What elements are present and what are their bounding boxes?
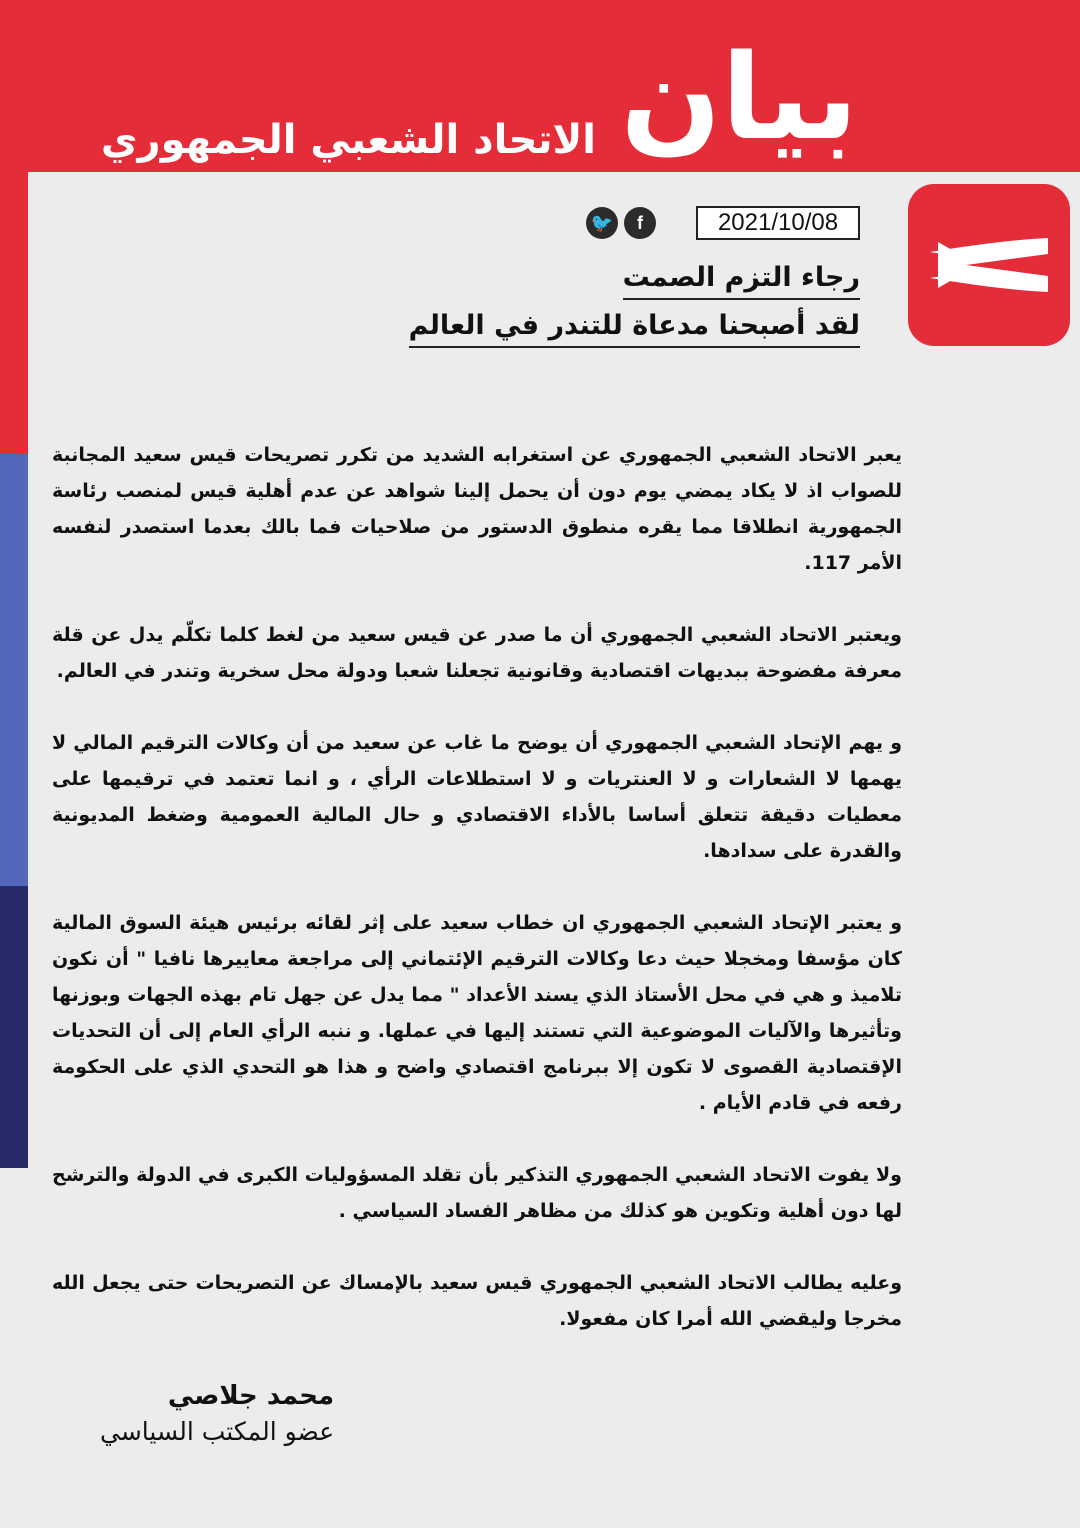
social-icons <box>586 207 656 239</box>
paragraph: ولا يفوت الاتحاد الشعبي الجمهوري التذكير بأن تقلد المسؤوليات الكبرى في الدولة والترشح لها دون أهلية وتكوين هو كذلك من مظاهر الفساد السياسي . <box>52 1164 902 1222</box>
statement-date: 2021/10/08 <box>696 206 860 240</box>
signature-block <box>100 1380 334 1449</box>
statement-title: بيان <box>620 28 858 166</box>
plane-logo-icon <box>908 184 1070 346</box>
signatory-role: عضو المكتب السياسي <box>100 1416 335 1446</box>
paragraph: و يعتبر الإتحاد الشعبي الجمهوري ان خطاب سعيد على إثر لقائه برئيس هيئة السوق المالية كان مؤسفا ومخجلا حيث دعا وكالات الترقيم الإئتماني إلى مراجعة معاييرها نافيا " أن نكون تلاميذ و هي في محل الأستاذ الذي يسند الأعداد " مما يدل عن جهل تام بهذه الجهات وبوزنها وتأثيرها والآليات الموضوعية التي تستند إليها في عملها. و ننبه الرأي العام إلى أن التحديات الإقتصادية القصوى لا تكون إلا ببرنامج اقتصادي واضح و هذا هو التحدي الذي على الحكومة رفعه في قادم الأيام . <box>52 912 902 1114</box>
left-stripe-navy <box>0 886 28 1168</box>
paragraph: يعبر الاتحاد الشعبي الجمهوري عن استغرابه الشديد من تكرر تصريحات قيس سعيد المجانبة للصواب اذ لا يكاد يمضي يوم دون أن يحمل إلينا شواهد عن عدم أهلية قيس لمنصب رئاسة الجمهورية انطلاقا مما يقره منطوق الدستور من صلاحيات فما بالك بعدما استصدر لنفسه الأمر 117. <box>52 444 902 574</box>
paragraph: ويعتبر الاتحاد الشعبي الجمهوري أن ما صدر عن قيس سعيد من لغط كلما تكلّم يدل عن قلة معرفة مفضوحة ببديهات اقتصادية وقانونية تجعلنا شعبا ودولة محل سخرية وتندر في العالم. <box>52 624 902 682</box>
headline-secondary: لقد أصبحنا مدعاة للتندر في العالم <box>409 310 860 348</box>
organization-name: الاتحاد الشعبي الجمهوري <box>100 117 596 163</box>
left-stripe-red <box>0 172 28 454</box>
facebook-icon[interactable]: f <box>624 207 656 239</box>
headline-primary: رجاء التزم الصمت <box>623 262 860 300</box>
paragraph: و يهم الإتحاد الشعبي الجمهوري أن يوضح ما غاب عن سعيد من أن وكالات الترقيم المالي لا يهمها لا الشعارات و لا العنتريات و لا استطلاعات الرأي ، و انما تعتمد في ترقيمها على معطيات دقيقة تتعلق أساسا بالأداء الاقتصادي و حال المالية العمومية وضغط المديونية والقدرة على سدادها. <box>52 732 902 862</box>
left-stripe-blue <box>0 454 28 886</box>
twitter-icon[interactable]: 🐦 <box>586 207 618 239</box>
party-logo <box>908 184 1070 346</box>
statement-body <box>52 437 902 1373</box>
signatory-name: محمد جلاصي <box>167 1381 335 1411</box>
paragraph: وعليه يطالب الاتحاد الشعبي الجمهوري قيس سعيد بالإمساك عن التصريحات حتى يجعل الله مخرجا وليقضي الله أمرا كان مفعولا. <box>52 1272 902 1330</box>
